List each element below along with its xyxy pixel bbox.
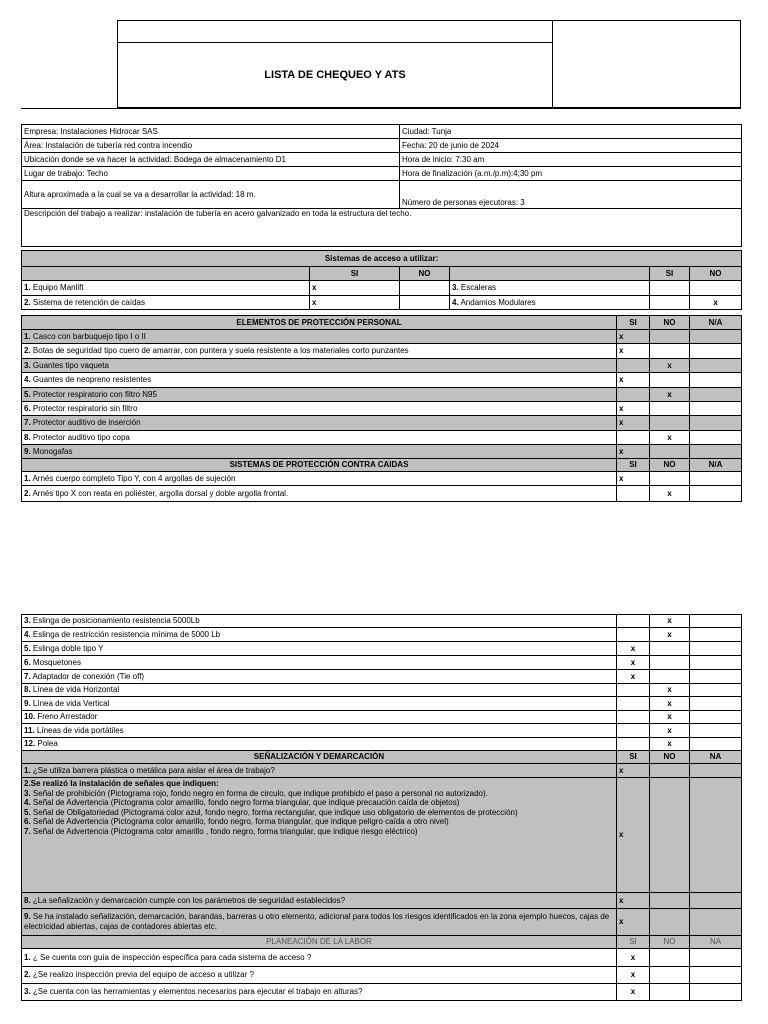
table-row	[22, 697, 742, 711]
check-si	[650, 296, 690, 310]
table-row	[22, 431, 742, 445]
item-number: 4.	[452, 297, 459, 307]
table-row	[22, 445, 742, 459]
item-text: Señal de Advertencia (Pictograma color amarillo, fondo negro forma triangular, que indique precaución caída de objetos)	[32, 798, 460, 808]
check-na	[690, 431, 742, 445]
item-number: 5.	[24, 389, 31, 399]
title-rule-top	[21, 108, 741, 109]
table-row	[22, 628, 742, 642]
senal-q2-lines	[24, 789, 614, 837]
item-number: 7.	[24, 826, 31, 836]
info-hora-fin: Hora de finalización (a.m./p.m):4;30 pm	[400, 167, 742, 181]
table-row	[22, 764, 742, 778]
check-si	[617, 724, 650, 738]
item-cell	[22, 711, 617, 724]
item-text: ¿Se realizo inspección previa del equipo de acceso a utilizar ?	[32, 970, 254, 980]
check-na	[690, 711, 742, 724]
item-text: ¿Se cuenta con las herramientas y elementos necesarios para ejecutar el trabajo en alturas?	[32, 987, 363, 997]
table-row	[22, 344, 742, 359]
check-si: x	[617, 984, 650, 1001]
acceso-item-2	[450, 281, 650, 296]
check-no	[650, 670, 690, 684]
check-na	[690, 909, 742, 936]
item-text: Línea de vida Vertical	[32, 698, 110, 708]
check-no	[650, 778, 690, 893]
item-number: 2.	[24, 970, 31, 980]
item-number: 5.	[24, 643, 31, 653]
check-na	[690, 656, 742, 670]
item-cell	[22, 628, 617, 642]
acceso-header-blank-2	[450, 267, 650, 281]
caidas-header-no: NO	[650, 459, 690, 472]
table-row	[22, 670, 742, 684]
check-si: x	[617, 778, 650, 893]
item-text: Se ha instalado señalización, demarcación, barandas, barreras u otro elemento, adicional para todos los riesgos identificados en la zona ejemplo huecos, cajas de electricidad abiertas, cajas de contadores abiertas etc.	[24, 912, 610, 931]
check-na	[690, 893, 742, 909]
item-heading: 2.Se realizó la instalación de señales que indiquen:	[24, 779, 219, 788]
planeacion-header-si: SI	[617, 936, 650, 949]
item-text: Escaleras	[460, 283, 497, 293]
check-si	[650, 281, 690, 296]
acceso-item	[22, 281, 310, 296]
senal-title: SEÑALIZACIÓN Y DEMARCACIÓN	[22, 751, 617, 764]
item-text: Línea de vida Horizontal	[32, 685, 120, 695]
item-number: 4.	[24, 798, 31, 808]
check-na	[690, 724, 742, 738]
table-row	[22, 296, 742, 310]
check-no	[690, 281, 742, 296]
item-number: 1.	[24, 331, 31, 341]
senal-header-no: NO	[650, 751, 690, 764]
item-number: 3.	[24, 987, 31, 997]
item-text: ¿La señalización y demarcación cumple con los parámetros de seguridad establecidos?	[32, 895, 346, 905]
check-si	[617, 359, 650, 373]
check-si: x	[617, 445, 650, 459]
item-number: 7.	[24, 671, 31, 681]
senal-header-na: NA	[690, 751, 742, 764]
item-number: 1.	[24, 952, 31, 962]
item-text: Polea	[37, 739, 58, 749]
check-na	[690, 984, 742, 1001]
check-si	[617, 615, 650, 628]
senal-q9	[22, 909, 617, 936]
item-number: 2.	[24, 346, 31, 356]
check-si	[617, 697, 650, 711]
acceso-header-no-2: NO	[690, 267, 742, 281]
item-text: Sistema de retención de caídas	[32, 297, 145, 307]
caidas-title: SISTEMAS DE PROTECCIÓN CONTRA CAIDAS	[22, 459, 617, 472]
item-number: 1.	[24, 765, 31, 775]
info-fecha: Fecha: 20 de junio de 2024	[400, 139, 742, 153]
acceso-table	[21, 250, 742, 310]
check-si: x	[617, 670, 650, 684]
table-row	[22, 416, 742, 431]
info-ciudad: Ciudad: Tunja	[400, 125, 742, 139]
table-row	[22, 893, 742, 909]
table-row	[22, 778, 742, 893]
caidas-header-si: SI	[617, 459, 650, 472]
item-text: Eslinga de posicionamiento resistencia 5000Lb	[32, 616, 200, 626]
epp-header-si: SI	[617, 316, 650, 330]
planeacion-header-na: NA	[690, 936, 742, 949]
check-no: x	[650, 684, 690, 697]
item-text: Andamios Modulares	[460, 297, 536, 307]
title-right-box	[552, 20, 741, 108]
table-row	[22, 656, 742, 670]
item-text: ¿ Se cuenta con guía de inspección específica para cada sistema de acceso ?	[32, 952, 312, 962]
item-text: Casco con barbuquejo tipo I o II	[32, 331, 146, 341]
check-na	[690, 738, 742, 751]
check-no: x	[650, 697, 690, 711]
check-no	[650, 909, 690, 936]
check-si	[617, 684, 650, 697]
item-text: Señal de Advertencia (Pictograma color amarillo, fondo negro, forma triangular, que indique peligro caída a otro nivel)	[32, 817, 449, 827]
check-no: x	[650, 738, 690, 751]
item-number: 2.	[24, 488, 31, 498]
senal-q2-line	[24, 789, 614, 799]
check-si	[617, 388, 650, 402]
planeacion-header-no: NO	[650, 936, 690, 949]
item-number: 8.	[24, 432, 31, 442]
item-number: 4.	[24, 629, 31, 639]
check-si: x	[617, 909, 650, 936]
check-na	[690, 472, 742, 486]
item-number: 6.	[24, 657, 31, 667]
info-hora-inicio: Hora de inicio: 7:30 am	[400, 153, 742, 167]
item-cell	[22, 684, 617, 697]
check-no: x	[650, 486, 690, 502]
item-text: Freno Arrestador	[37, 712, 98, 722]
info-altura: Altura aproximada a la cual se va a desarrollar la actividad: 18 m.	[22, 181, 400, 209]
check-no	[650, 416, 690, 431]
check-si	[617, 711, 650, 724]
check-no	[650, 949, 690, 967]
senal-header-si: SI	[617, 751, 650, 764]
check-na	[690, 402, 742, 416]
check-si	[617, 628, 650, 642]
check-na	[690, 697, 742, 711]
item-number: 5.	[24, 807, 31, 817]
check-na	[690, 967, 742, 984]
table-row	[22, 281, 742, 296]
table-row	[22, 388, 742, 402]
acceso-header-si-2: SI	[650, 267, 690, 281]
item-cell	[22, 670, 617, 684]
epp-title: ELEMENTOS DE PROTECCIÓN PERSONAL	[22, 316, 617, 330]
item-cell	[22, 472, 617, 486]
check-si: x	[617, 344, 650, 359]
check-si: x	[617, 330, 650, 344]
item-cell	[22, 344, 617, 359]
senal-q2-line	[24, 808, 614, 818]
check-si: x	[617, 416, 650, 431]
senal-q2-line	[24, 827, 614, 837]
item-cell	[22, 330, 617, 344]
item-number: 8.	[24, 895, 31, 905]
check-no	[650, 967, 690, 984]
check-no: x	[650, 711, 690, 724]
item-text: Equipo Manlift	[32, 283, 84, 293]
check-no	[650, 893, 690, 909]
check-no: x	[650, 615, 690, 628]
check-no	[400, 296, 450, 310]
check-si: x	[617, 642, 650, 656]
check-na	[690, 344, 742, 359]
page-title: LISTA DE CHEQUEO Y ATS	[264, 69, 406, 81]
table-row	[22, 967, 742, 984]
check-na	[690, 764, 742, 778]
senal-q2	[22, 778, 617, 893]
check-na	[690, 486, 742, 502]
check-na	[690, 373, 742, 388]
acceso-header-si: SI	[310, 267, 400, 281]
table-row	[22, 330, 742, 344]
acceso-header-no: NO	[400, 267, 450, 281]
table-row	[22, 724, 742, 738]
item-text: Monogafas	[32, 446, 73, 456]
table-row	[22, 359, 742, 373]
epp-header-no: NO	[650, 316, 690, 330]
table-row	[22, 642, 742, 656]
info-ubicacion: Ubicación donde se va hacer la actividad: Bodega de almacenamiento D1	[22, 153, 400, 167]
check-na	[690, 949, 742, 967]
item-cell	[22, 416, 617, 431]
item-text: Protector auditivo tipo copa	[32, 432, 130, 442]
item-cell	[22, 949, 617, 967]
check-si: x	[617, 373, 650, 388]
item-number: 8.	[24, 685, 31, 695]
item-text: Eslinga doble tipo Y	[32, 643, 104, 653]
check-si: x	[617, 764, 650, 778]
item-cell	[22, 656, 617, 670]
item-text: Protector respiratorio sin filtro	[32, 403, 138, 413]
check-si	[617, 738, 650, 751]
acceso-item-2	[450, 296, 650, 310]
item-number: 9.	[24, 912, 31, 922]
check-no: x	[650, 431, 690, 445]
item-cell	[22, 642, 617, 656]
item-cell	[22, 697, 617, 711]
item-text: Protector auditivo de inserción	[32, 418, 141, 428]
check-na	[690, 388, 742, 402]
item-number: 3.	[452, 283, 459, 293]
senal-q1	[22, 764, 617, 778]
item-text: Arnés tipo X con reata en poliéster, argolla dorsal y doble argolla frontal.	[32, 488, 289, 498]
check-na	[690, 445, 742, 459]
item-cell	[22, 402, 617, 416]
table-row	[22, 373, 742, 388]
check-no	[650, 472, 690, 486]
item-text: Arnés cuerpo completo Tipo Y, con 4 argollas de sujeción	[32, 473, 236, 483]
item-cell	[22, 615, 617, 628]
item-number: 10.	[24, 712, 36, 722]
table-row	[22, 615, 742, 628]
item-number: 9.	[24, 698, 31, 708]
info-lugar: Lugar de trabajo: Techo	[22, 167, 400, 181]
check-no: x	[650, 724, 690, 738]
item-number: 3.	[24, 788, 31, 798]
check-na	[690, 359, 742, 373]
item-text: Líneas de vida portátiles	[36, 725, 124, 735]
info-area: Área: Instalación de tubería red contra incendio	[22, 139, 400, 153]
check-na	[690, 615, 742, 628]
check-si: x	[617, 949, 650, 967]
table-row	[22, 949, 742, 967]
acceso-header-blank	[22, 267, 310, 281]
table-row	[22, 402, 742, 416]
check-no	[650, 642, 690, 656]
check-na	[690, 778, 742, 893]
check-si: x	[617, 893, 650, 909]
check-no	[650, 764, 690, 778]
table-row	[22, 486, 742, 502]
check-na	[690, 642, 742, 656]
check-si: x	[617, 967, 650, 984]
table-row	[22, 472, 742, 486]
check-si: x	[310, 281, 400, 296]
item-cell	[22, 388, 617, 402]
table-row	[22, 909, 742, 936]
check-si: x	[617, 656, 650, 670]
check-no	[650, 373, 690, 388]
item-number: 6.	[24, 403, 31, 413]
item-text: Guantes de neopreno resistentes	[32, 375, 152, 385]
info-empresa: Empresa: Instalaciones Hidrocar SAS	[22, 125, 400, 139]
senal-q2-line	[24, 798, 614, 808]
check-si: x	[617, 402, 650, 416]
page2-table	[21, 614, 742, 1001]
item-text: Señal de prohibición (Pictograma rojo, fondo negro en forma de circulo, que indique prohibido el paso a personal no autorizado).	[32, 788, 488, 798]
check-no	[650, 402, 690, 416]
check-no: x	[650, 628, 690, 642]
check-na	[690, 628, 742, 642]
title-top-bar	[118, 21, 552, 43]
senal-q8	[22, 893, 617, 909]
item-number: 6.	[24, 817, 31, 827]
caidas-header-na: N/A	[690, 459, 742, 472]
table-row	[22, 984, 742, 1001]
item-cell	[22, 445, 617, 459]
info-personas: Número de personas ejecutoras: 3	[400, 181, 742, 209]
item-text: Guantes tipo vaqueta	[32, 360, 109, 370]
check-no	[650, 344, 690, 359]
item-cell	[22, 373, 617, 388]
check-no	[400, 281, 450, 296]
check-no: x	[690, 296, 742, 310]
item-cell	[22, 359, 617, 373]
acceso-title: Sistemas de acceso a utilizar:	[22, 251, 742, 267]
item-number: 3.	[24, 360, 31, 370]
item-text: Señal de Obligatoriedad (Pictograma color azul, fondo negro, forma rectangular, que indique uso obligatorio de elementos de protección)	[32, 807, 518, 817]
item-number: 1.	[24, 283, 31, 293]
check-na	[690, 416, 742, 431]
item-text: Protector respiratorio con filtro N95	[32, 389, 157, 399]
title-block	[117, 20, 553, 108]
item-number: 7.	[24, 418, 31, 428]
item-number: 2.	[24, 297, 31, 307]
item-cell	[22, 984, 617, 1001]
item-number: 9.	[24, 446, 31, 456]
table-row	[22, 684, 742, 697]
item-number: 12.	[24, 739, 36, 749]
item-number: 4.	[24, 375, 31, 385]
check-si: x	[617, 472, 650, 486]
item-cell	[22, 738, 617, 751]
item-text: ¿Se utiliza barrera plástica o metálica para aislar el área de trabajo?	[32, 765, 275, 775]
info-table	[21, 124, 742, 247]
item-cell	[22, 724, 617, 738]
check-no: x	[650, 388, 690, 402]
item-number: 11.	[24, 725, 35, 735]
table-row	[22, 738, 742, 751]
senal-q2-line	[24, 817, 614, 827]
item-number: 3.	[24, 616, 31, 626]
planeacion-title: PLANEACIÓN DE LA LABOR	[22, 936, 617, 949]
table-row	[22, 711, 742, 724]
item-text: Mosquetones	[32, 657, 81, 667]
item-text: Botas de seguridad tipo cuero de amarrar, con puntera y suela resistente a los materiales corto punzantes	[32, 346, 409, 356]
info-descripcion: Descripción del trabajo a realizar: instalación de tubería en acero galvanizado en toda la estructura del techo.	[22, 209, 742, 247]
check-na	[690, 684, 742, 697]
epp-table	[21, 315, 742, 502]
check-si	[617, 486, 650, 502]
check-no	[650, 445, 690, 459]
item-cell	[22, 486, 617, 502]
check-no	[650, 984, 690, 1001]
item-text: Eslinga de restricción resistencia mínima de 5000 Lb	[32, 629, 221, 639]
item-text: Señal de Advertencia (Pictograma color amarillo , fondo negro, forma triangular, que indique riesgo eléctrico)	[32, 826, 418, 836]
item-cell	[22, 431, 617, 445]
item-text: Adaptador de conexión (Tie off)	[32, 671, 145, 681]
check-no: x	[650, 359, 690, 373]
item-cell	[22, 967, 617, 984]
check-na	[690, 330, 742, 344]
check-si	[617, 431, 650, 445]
item-number: 1.	[24, 473, 31, 483]
acceso-item	[22, 296, 310, 310]
epp-header-na: N/A	[690, 316, 742, 330]
check-si: x	[310, 296, 400, 310]
check-no	[650, 330, 690, 344]
check-na	[690, 670, 742, 684]
check-no	[650, 656, 690, 670]
